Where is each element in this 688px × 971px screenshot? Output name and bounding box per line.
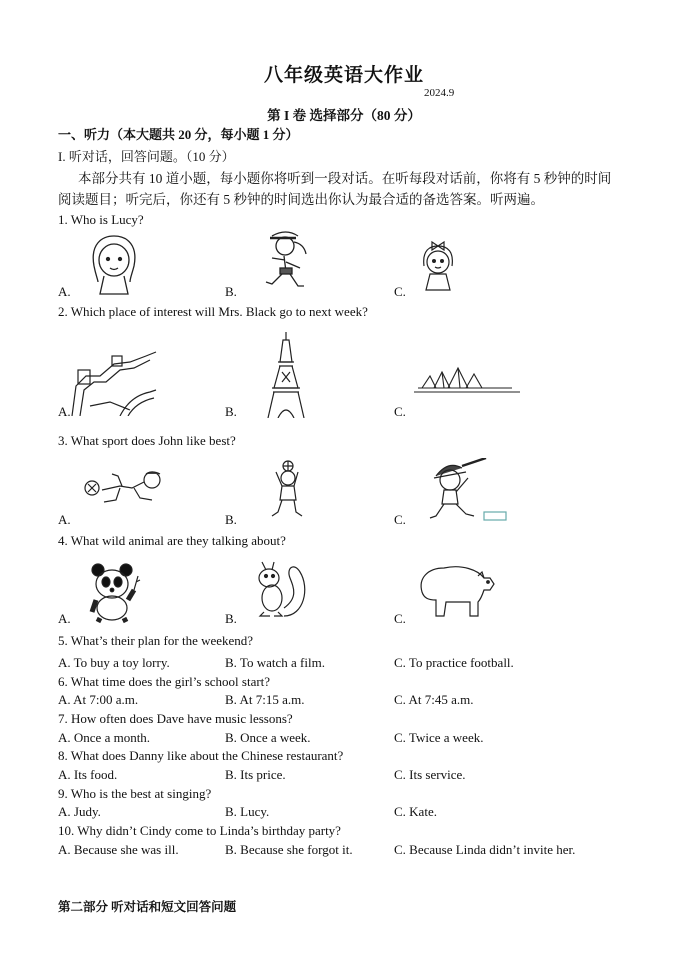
- q7-option-a[interactable]: A. Once a month.: [58, 730, 151, 745]
- q6-option-a[interactable]: A. At 7:00 a.m.: [58, 692, 139, 707]
- panda-icon[interactable]: [86, 562, 142, 624]
- subsection-heading: I. 听对话，回答问题。（10 分）: [58, 149, 235, 164]
- q10-option-c[interactable]: C. Because Linda didn’t invite her.: [394, 842, 576, 857]
- sydney-opera-house-icon[interactable]: [412, 364, 522, 394]
- q7-option-c[interactable]: C. Twice a week.: [394, 730, 484, 745]
- soccer-player-icon[interactable]: [82, 466, 172, 506]
- question-1-text: 1. Who is Lucy?: [58, 212, 144, 227]
- q10-option-a[interactable]: A. Because she was ill.: [58, 842, 179, 857]
- q8-option-c[interactable]: C. Its service.: [394, 767, 466, 782]
- q9-option-a[interactable]: A. Judy.: [58, 804, 101, 819]
- squirrel-icon[interactable]: [254, 558, 310, 618]
- q3-option-c[interactable]: C.: [394, 512, 406, 527]
- q4-option-a[interactable]: A.: [58, 611, 71, 626]
- q6-option-b[interactable]: B. At 7:15 a.m.: [225, 692, 305, 707]
- question-6-text: 6. What time does the girl’s school start?: [58, 674, 271, 689]
- q2-option-c[interactable]: C.: [394, 404, 406, 419]
- q5-option-a[interactable]: A. To buy a toy lorry.: [58, 655, 170, 670]
- great-wall-icon[interactable]: [70, 346, 158, 416]
- question-4-text: 4. What wild animal are they talking about?: [58, 533, 286, 548]
- girl-running-icon[interactable]: [258, 228, 314, 294]
- q8-option-a[interactable]: A. Its food.: [58, 767, 118, 782]
- instructions-line-2: 阅读题目；听完后，你还有 5 秒钟的时间选出你认为最合适的备选答案。听两遍。: [58, 192, 544, 207]
- q1-option-c[interactable]: C.: [394, 284, 406, 299]
- question-9-text: 9. Who is the best at singing?: [58, 786, 212, 801]
- bear-icon[interactable]: [416, 560, 496, 618]
- baseball-player-icon[interactable]: [426, 458, 510, 524]
- girl-with-bow-icon[interactable]: [418, 236, 460, 292]
- part1-heading: 第 I 卷 选择部分（80 分）: [267, 108, 421, 123]
- q1-option-b[interactable]: B.: [225, 284, 237, 299]
- girl-portrait-icon[interactable]: [86, 232, 142, 298]
- page-title: 八年级英语大作业: [263, 65, 424, 86]
- q4-option-b[interactable]: B.: [225, 611, 237, 626]
- q2-option-a[interactable]: A.: [58, 404, 71, 419]
- question-7-text: 7. How often does Dave have music lessons?: [58, 711, 293, 726]
- q5-option-c[interactable]: C. To practice football.: [394, 655, 514, 670]
- q7-option-b[interactable]: B. Once a week.: [225, 730, 311, 745]
- q10-option-b[interactable]: B. Because she forgot it.: [225, 842, 353, 857]
- q5-option-b[interactable]: B. To watch a film.: [225, 655, 325, 670]
- q8-option-b[interactable]: B. Its price.: [225, 767, 286, 782]
- question-3-text: 3. What sport does John like best?: [58, 433, 236, 448]
- document-date: 2024.9: [424, 87, 455, 99]
- question-5-text: 5. What’s their plan for the weekend?: [58, 633, 254, 648]
- q9-option-b[interactable]: B. Lucy.: [225, 804, 270, 819]
- instructions-line-1: 本部分共有 10 道小题，每小题你将听到一段对话。在听每段对话前，你将有 5 秒钟的时间: [78, 171, 612, 186]
- q1-option-a[interactable]: A.: [58, 284, 71, 299]
- question-8-text: 8. What does Danny like about the Chinese restaurant?: [58, 748, 344, 763]
- section1-heading: 一、听力（本大题共 20 分，每小题 1 分）: [58, 127, 299, 142]
- basketball-player-icon[interactable]: [266, 460, 310, 518]
- question-2-text: 2. Which place of interest will Mrs. Black go to next week?: [58, 304, 368, 319]
- question-10-text: 10. Why didn’t Cindy come to Linda’s birthday party?: [58, 823, 341, 838]
- q2-option-b[interactable]: B.: [225, 404, 237, 419]
- q9-option-c[interactable]: C. Kate.: [394, 804, 437, 819]
- q4-option-c[interactable]: C.: [394, 611, 406, 626]
- q3-option-a[interactable]: A.: [58, 512, 71, 527]
- q3-option-b[interactable]: B.: [225, 512, 237, 527]
- q6-option-c[interactable]: C. At 7:45 a.m.: [394, 692, 474, 707]
- part2-heading: 第二部分 听对话和短文回答问题: [58, 900, 237, 914]
- eiffel-tower-icon[interactable]: [266, 332, 306, 418]
